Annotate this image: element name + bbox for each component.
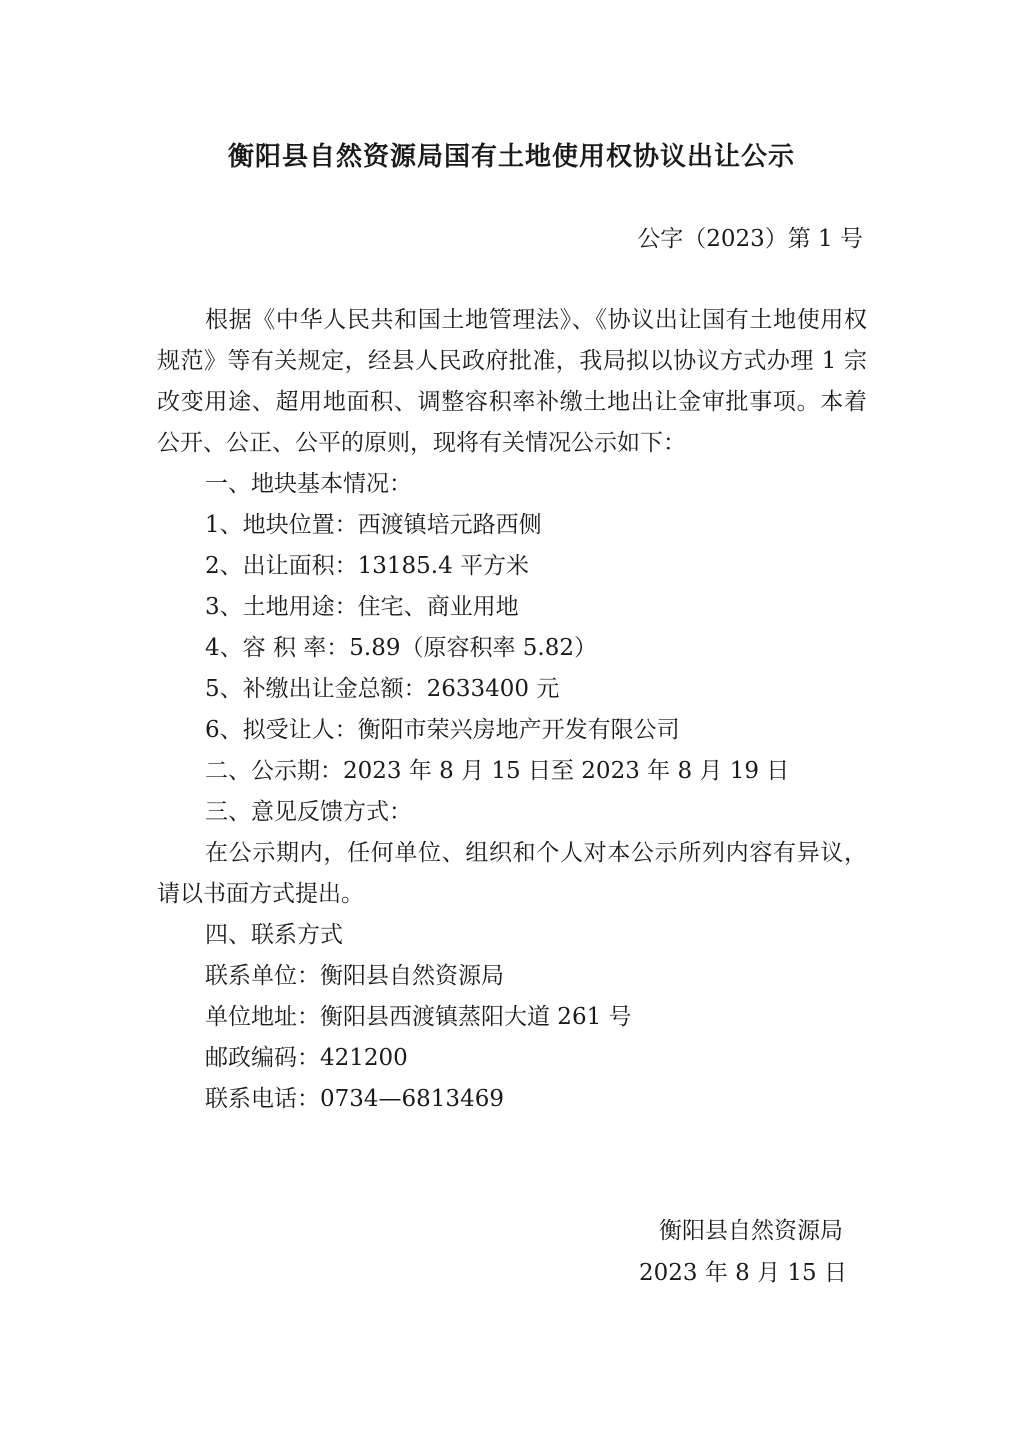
signature-organization: 衡阳县自然资源局 — [659, 1218, 843, 1244]
signature-date: 2023 年 8 月 15 日 — [639, 1260, 847, 1286]
contact-address: 单位地址：衡阳县西渡镇蒸阳大道 261 号 — [205, 1004, 632, 1030]
proposed-transferee: 6、拟受让人：衡阳市荣兴房地产开发有限公司 — [205, 717, 680, 743]
postal-code: 邮政编码：421200 — [205, 1045, 408, 1071]
document-number: 公字（2023）第 1 号 — [637, 226, 863, 252]
document-title: 衡阳县自然资源局国有土地使用权协议出让公示 — [227, 142, 795, 172]
feedback-paragraph: 在公示期内，任何单位、组织和个人对本公示所列内容有异议，请以书面方式提出。 — [157, 840, 867, 907]
contact-phone: 联系电话：0734—6813469 — [205, 1086, 504, 1112]
section-2-publicity-period: 二、公示期：2023 年 8 月 15 日至 2023 年 8 月 19 日 — [205, 758, 790, 784]
document-body — [157, 300, 867, 1120]
land-use: 3、土地用途：住宅、商业用地 — [205, 594, 519, 620]
plot-location: 1、地块位置：西渡镇培元路西侧 — [205, 512, 542, 538]
section-3-heading: 三、意见反馈方式： — [205, 799, 412, 825]
section-4-heading: 四、联系方式 — [205, 922, 343, 948]
intro-paragraph: 根据《中华人民共和国土地管理法》、《协议出让国有土地使用权规范》等有关规定，经县人民政府批准，我局拟以协议方式办理 1 宗改变用途、超用地面积、调整容积率补缴土地出让金审批事项。本着公开、公正、公平的原则，现将有关情况公示如下： — [157, 307, 867, 456]
plot-ratio: 4、容 积 率：5.89（原容积率 5.82） — [205, 635, 597, 661]
transfer-area: 2、出让面积：13185.4 平方米 — [205, 553, 530, 579]
contact-unit: 联系单位：衡阳县自然资源局 — [205, 963, 504, 989]
section-1-heading: 一、地块基本情况： — [205, 471, 412, 497]
supplementary-fee: 5、补缴出让金总额：2633400 元 — [205, 676, 560, 702]
